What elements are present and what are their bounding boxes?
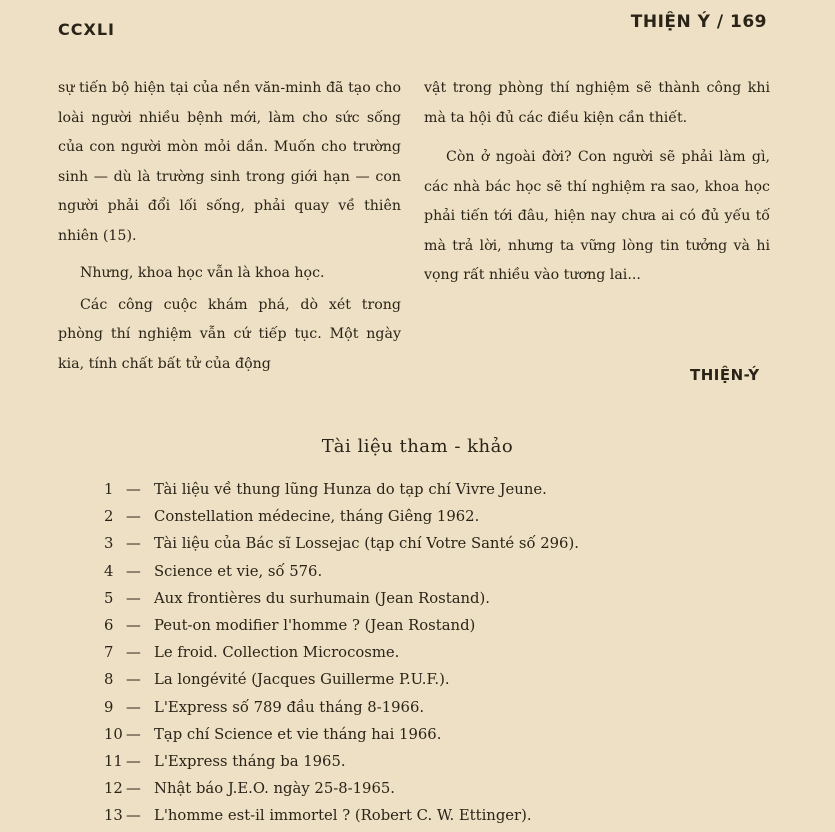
reference-item [104,694,784,721]
right-paragraph-2: Còn ở ngoài đời? Con người sẽ phải làm gì, các nhà bác học sẽ thí nghiệm ra sao, khoa học phải tiến tới đâu, hiện nay chưa ai có đủ yếu tố mà trả lời, nhưng ta vững lòng tin tưởng và hi vọng rất nhiều vào tương lai... [424,149,770,283]
reference-item [104,530,784,557]
reference-dash: — [126,535,141,553]
reference-dash: — [126,780,141,798]
left-paragraph-1: sự tiến bộ hiện tại của nền văn-minh đã tạo cho loài người nhiều bệnh mới, làm cho sức sống của con người mòn mỏi dần. Muốn cho trường sinh — dù là trường sinh trong giới hạn — con người phải đổi lối sống, phải quay về thiên nhiên (15). [58,80,401,244]
reference-number: 1 [104,481,114,499]
reference-dash: — [126,508,141,526]
reference-item [104,612,784,639]
left-paragraph-3: Các công cuộc khám phá, dò xét trong phòng thí nghiệm vẫn cứ tiếp tục. Một ngày kia, tính chất bất tử của động [58,296,401,372]
reference-text: Le froid. Collection Microcosme. [154,644,400,662]
reference-text: Tạp chí Science et vie tháng hai 1966. [154,725,442,743]
reference-number: 2 [104,508,114,526]
reference-item [104,775,784,802]
reference-dash: — [126,752,141,770]
reference-text: Tài liệu về thung lũng Hunza do tạp chí Vivre Jeune. [154,481,547,499]
reference-number: 8 [104,671,114,689]
reference-number: 13 [104,807,123,825]
reference-item [104,666,784,693]
reference-item [104,639,784,666]
reference-number: 3 [104,535,114,553]
reference-dash: — [126,671,141,689]
reference-dash: — [126,562,141,580]
reference-number: 12 [104,780,123,798]
reference-item [104,503,784,530]
reference-dash: — [126,644,141,662]
reference-item [104,721,784,748]
chapter-number: CCXLI [58,20,115,39]
right-paragraph-1: vật trong phòng thí nghiệm sẽ thành công khi mà ta hội đủ các điều kiện cần thiết. [424,80,770,126]
reference-text: Peut-on modifier l'homme ? (Jean Rostand) [154,617,476,635]
reference-text: L'Express số 789 đầu tháng 8-1966. [154,698,425,716]
reference-text: Constellation médecine, tháng Giêng 1962. [154,508,480,526]
reference-item [104,558,784,585]
reference-text: Science et vie, số 576. [154,562,323,580]
reference-dash: — [126,617,141,635]
reference-number: 4 [104,562,114,580]
left-paragraph-2: Nhưng, khoa học vẫn là khoa học. [80,265,325,281]
reference-number: 5 [104,589,114,607]
reference-number: 10 [104,725,123,743]
reference-dash: — [126,725,141,743]
reference-text: L'homme est-il immortel ? (Robert C. W. Ettinger). [154,807,532,825]
reference-item [104,748,784,775]
reference-text: L'Express tháng ba 1965. [154,752,346,770]
reference-text: Aux frontières du surhumain (Jean Rostand). [154,589,491,607]
reference-number: 9 [104,698,114,716]
reference-dash: — [126,481,141,499]
author-signature: THIỆN-Ý [690,366,760,384]
references-list [104,476,784,829]
reference-dash: — [126,698,141,716]
reference-item [104,476,784,503]
right-text-column [424,74,770,291]
reference-item [104,585,784,612]
left-text-column [58,74,401,379]
reference-text: Nhật báo J.E.O. ngày 25-8-1965. [154,780,396,798]
reference-dash: — [126,807,141,825]
reference-text: La longévité (Jacques Guillerme P.U.F.). [154,671,450,689]
reference-number: 11 [104,752,123,770]
running-header-page-number: THIỆN Ý / 169 [630,12,767,32]
reference-text: Tài liệu của Bác sĩ Lossejac (tạp chí Votre Santé số 296). [154,535,579,553]
reference-number: 7 [104,644,114,662]
reference-dash: — [126,589,141,607]
references-title: Tài liệu tham - khảo [321,436,514,457]
reference-item [104,802,784,829]
reference-number: 6 [104,617,114,635]
